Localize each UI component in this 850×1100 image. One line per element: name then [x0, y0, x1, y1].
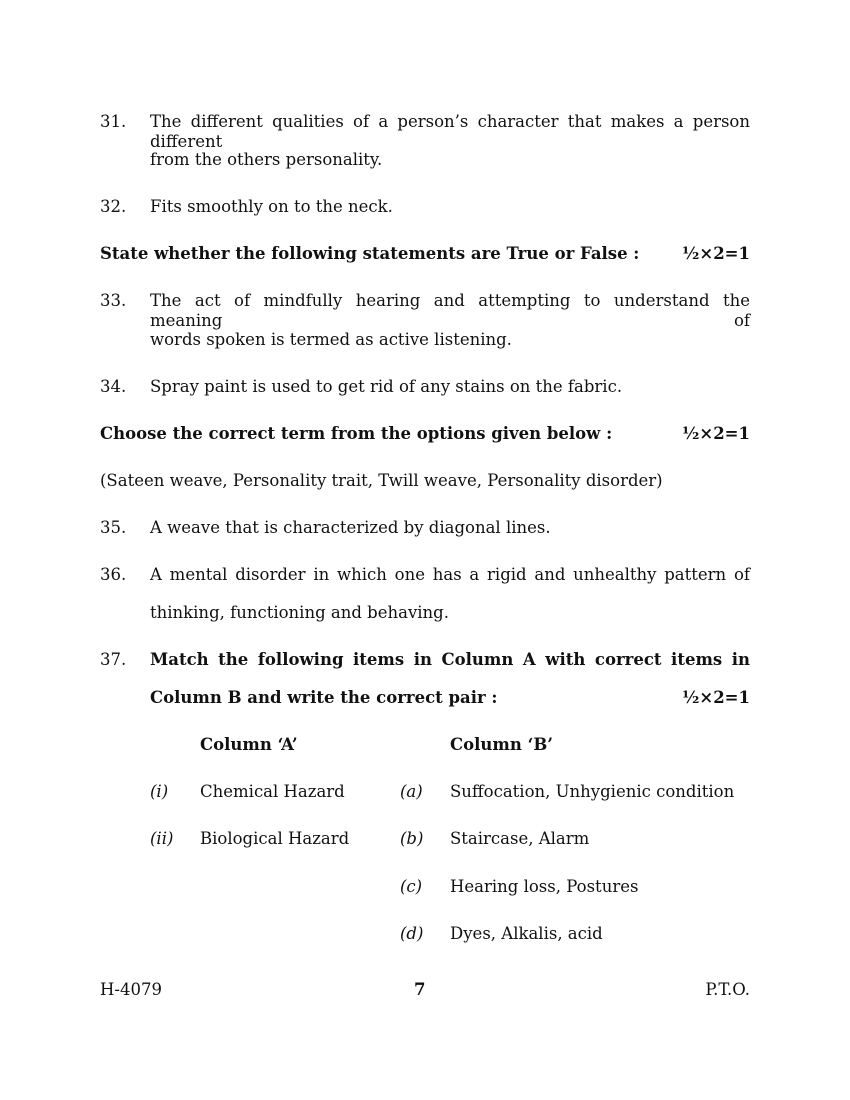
column-a-label-1: (i) — [150, 782, 169, 801]
question-32-text: Fits smoothly on to the neck. — [150, 197, 393, 216]
question-34-number: 34. — [100, 377, 127, 396]
term-options: (Sateen weave, Personality trait, Twill weave, Personality disorder) — [100, 471, 663, 490]
question-33-line-1: The act of mindfully hearing and attempting to understand the meaning of — [150, 291, 750, 330]
column-b-label-4: (d) — [400, 924, 424, 943]
question-31-line-1: The different qualities of a person’s character that makes a person different — [150, 112, 750, 151]
question-32-number: 32. — [100, 197, 127, 216]
question-37-marks: ½×2=1 — [682, 688, 750, 707]
footer-page-number: 7 — [414, 980, 426, 999]
choose-term-marks: ½×2=1 — [682, 424, 750, 443]
column-a-text-1: Chemical Hazard — [200, 782, 345, 801]
question-37-line-1: Match the following items in Column A with correct items in — [150, 650, 750, 669]
true-false-heading-text: State whether the following statements are True or False : — [100, 244, 640, 263]
choose-term-heading-text: Choose the correct term from the options given below : — [100, 424, 613, 443]
footer-code: H-4079 — [100, 980, 162, 999]
column-b-text-3: Hearing loss, Postures — [450, 877, 639, 896]
question-31-number: 31. — [100, 112, 127, 131]
column-b-label-1: (a) — [400, 782, 423, 801]
column-b-header: Column ‘B’ — [450, 735, 554, 754]
question-37-line-2: Column B and write the correct pair : — [150, 688, 498, 707]
column-a-header: Column ‘A’ — [200, 735, 298, 754]
true-false-marks: ½×2=1 — [682, 244, 750, 263]
question-36-number: 36. — [100, 565, 127, 584]
question-35-text: A weave that is characterized by diagonal lines. — [150, 518, 551, 537]
column-b-text-4: Dyes, Alkalis, acid — [450, 924, 603, 943]
column-a-text-2: Biological Hazard — [200, 829, 350, 848]
column-b-label-2: (b) — [400, 829, 424, 848]
question-36-line-1: A mental disorder in which one has a rigid and unhealthy pattern of — [150, 565, 750, 584]
true-false-heading — [100, 244, 750, 264]
column-b-text-1: Suffocation, Unhygienic condition — [450, 782, 735, 801]
question-34-text: Spray paint is used to get rid of any stains on the fabric. — [150, 377, 623, 396]
question-33-number: 33. — [100, 291, 127, 310]
column-b-label-3: (c) — [400, 877, 423, 896]
question-37-number: 37. — [100, 650, 127, 669]
question-33-line-2: words spoken is termed as active listening. — [150, 330, 512, 349]
question-36-line-2: thinking, functioning and behaving. — [150, 603, 449, 622]
question-37-line-2-row — [150, 688, 750, 708]
column-b-text-2: Staircase, Alarm — [450, 829, 590, 848]
footer-pto: P.T.O. — [705, 980, 750, 999]
question-35-number: 35. — [100, 518, 127, 537]
question-31-line-2: from the others personality. — [150, 150, 383, 169]
choose-term-heading — [100, 424, 750, 444]
column-a-label-2: (ii) — [150, 829, 174, 848]
